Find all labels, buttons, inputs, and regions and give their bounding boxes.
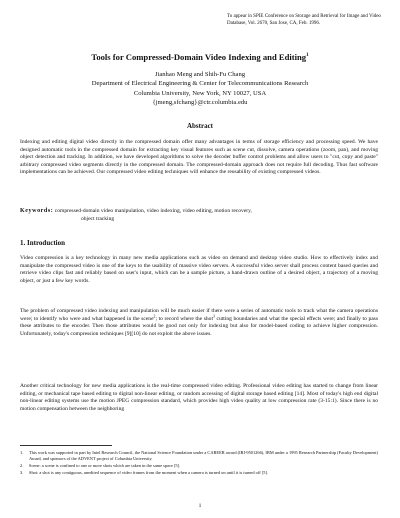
title-text: Tools for Compressed-Domain Video Indexing and Editing	[91, 52, 307, 62]
footnote-number: 3.	[20, 469, 24, 475]
intro-paragraph-3: Another critical technology for new media applications is the real-time compressed video editing. Professional video editing has started to change from linear editing, or mechanical tape based editing to digital non-linear editing, or random accessing of digital storage based editing [14]. Most of today's high end digital non-linear editing systems use the motion JPEG compression standard, which provides high video quality at low compression rate (3-15:1). Since there is no motion compensation between the neighboring	[20, 383, 378, 412]
footnote-number: 1.	[20, 450, 24, 455]
footnote-mark-2: 2	[153, 314, 156, 318]
intro-paragraph-1: Video compression is a key technology in many new media applications such as video on demand and desktop video studio. How to effectively index and manipulate the compressed video is one of the keys to the usability of massive video servers. A successful video server shall process content based queries and retrieve video clips fast and reliably based on user's input, which can be a sample picture, a hand-drawn outline of a desired object, a trajectory of a moving object, or just a few key words.	[20, 255, 378, 284]
footnotes	[20, 450, 378, 475]
author-university: Columbia University, New York, NY 10027, USA	[133, 89, 267, 97]
keywords	[20, 208, 380, 222]
footnote-text: This work was supported in part by Intel Research Council, the National Science Foundation under a CAREER award (IRI-9501266), IBM under a 1995 Research Partnership (Faculty Development) Award, and sponsors of the ADVENT project of Columbia University.	[29, 450, 378, 461]
footnote-rule	[20, 445, 112, 446]
author-block	[0, 70, 400, 107]
venue-note: To appear in SPIE Conference on Storage and Retrieval for Image and Video Database, Vol. 2670, San Jose, CA, Feb. 1996.	[227, 14, 381, 26]
footnote	[20, 463, 378, 469]
abstract-heading: Abstract	[186, 122, 214, 130]
intro-paragraph-2	[20, 308, 378, 338]
footnote-text: Shot: a shot is any contiguous, unedited sequence of video frames from the moment when a camera is turned on until it is turned off [5].	[29, 469, 269, 475]
p2-part-b: ; to record where the shot	[155, 315, 213, 322]
footnote	[20, 450, 378, 461]
page-number: 1	[198, 503, 202, 509]
section-heading: 1. Introduction	[20, 239, 65, 247]
author-department: Department of Electrical Engineering & Center for Telecommunications Research	[91, 80, 309, 88]
author-email: {jmeng,sfchang}@ctr.columbia.edu	[152, 98, 248, 106]
footnote	[20, 470, 378, 476]
p2-part-c: cutting boundaries and what the special effects were; and finally to pass these attributes to the encoder. Then those attributes would be good not only for indexing but also for model-based coding to achieve higher compression. Unfortunately, today's compression techniques [9][10] do not exploit the above issues.	[20, 315, 378, 337]
p2-part-a: The problem of compressed video indexing and manipulation will be much easier if there were a series of automatic tools to track what the camera operations were; to identify who were and what happened in the scene	[20, 308, 378, 322]
keywords-label: Keywords:	[20, 208, 54, 214]
paper-title	[0, 52, 400, 62]
title-footnote-mark: 1	[306, 53, 309, 58]
keywords-line-2: object tracking	[81, 215, 115, 222]
author-names: Jianhao Meng and Shih-Fu Chang	[154, 71, 246, 78]
keywords-line-1: compressed-domain video manipulation, video indexing, video editing, motion recovery,	[54, 208, 252, 214]
footnote-number: 2.	[20, 462, 24, 468]
footnote-text: Scene: a scene is confined to one or more shots which are taken in the same space [5].	[29, 462, 181, 468]
footnote-mark-3: 3	[212, 314, 215, 318]
abstract-text: Indexing and editing digital video directly in the compressed domain offer many advantages in terms of storage efficiency and processing speed. We have designed automatic tools in the compressed domain for extracting key visual features such as scene cut, dissolve, camera operations (zoom, pan), and moving object detection and tracking. In addition, we have developed algorithms to solve the decoder buffer control problems and allow users to "cut, copy and paste" arbitrary compressed video segments directly in the compressed domain. The compressed-domain approach does not require full decoding. Thus fast software implementations can be achieved. Our compressed video editing techniques will enhance the reusability of existing compressed videos.	[20, 139, 378, 176]
